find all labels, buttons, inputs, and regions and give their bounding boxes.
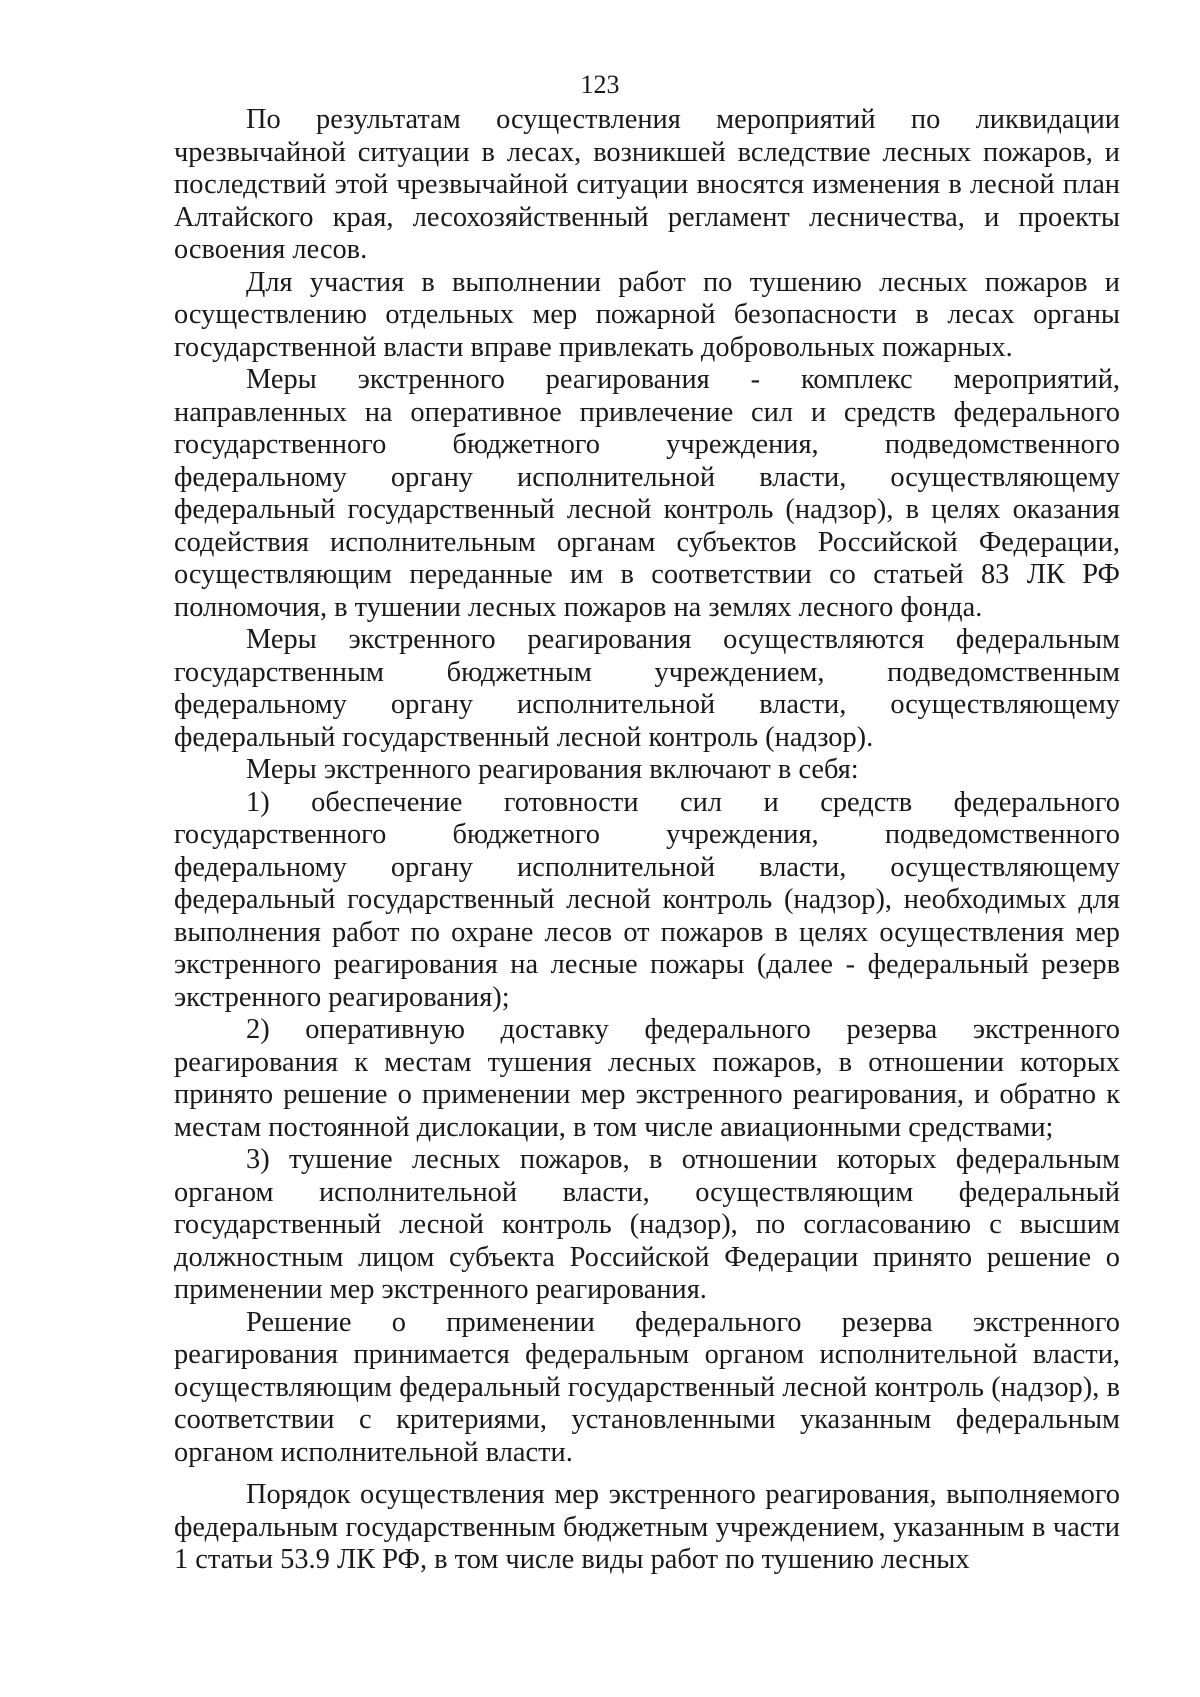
paragraph: По результатам осуществления мероприятий по ликвидации чрезвычайной ситуации в лесах, возникшей вследствие лесных пожаров, и последствий этой чрезвычайной ситуации вносятся изменения в лесной план Алтайского края, лесохозяйственный регламент лесничества, и проекты освоения лесов. [174, 104, 1120, 265]
paragraph: Решение о применении федерального резерва экстренного реагирования принимается федеральным органом исполнительной власти, осуществляющим федеральный государственный лесной контроль (надзор), в соответствии с критериями, установленными указанным федеральным органом исполнительной власти. [174, 1306, 1120, 1468]
document-body [174, 104, 1120, 1577]
list-item: 2) оперативную доставку федерального резерва экстренного реагирования к местам тушения лесных пожаров, в отношении которых принято решение о применении мер экстренного реагирования, и обратно к местам постоянной дислокации, в том числе авиационными средствами; [174, 1014, 1120, 1143]
paragraph: Для участия в выполнении работ по тушению лесных пожаров и осуществлению отдельных мер пожарной безопасности в лесах органы государственной власти вправе привлекать добровольных пожарных. [174, 266, 1120, 363]
paragraph: Меры экстренного реагирования включают в себя: [246, 754, 859, 785]
list-item: 1) обеспечение готовности сил и средств федерального государственного бюджетного учреждения, подведомственного федеральному органу исполнительной власти, осуществляющему федеральный государственный лесной контроль (надзор), необходимых для выполнения работ по охране лесов от пожаров в целях осуществления мер экстренного реагирования на лесные пожары (далее - федеральный резерв экстренного реагирования); [174, 786, 1120, 1013]
paragraph: Меры экстренного реагирования - комплекс мероприятий, направленных на оперативное привлечение сил и средств федерального государственного бюджетного учреждения, подведомственного федеральному органу исполнительной власти, осуществляющему федеральный государственный лесной контроль (надзор), в целях оказания содействия исполнительным органам субъектов Российской Федерации, осуществляющим переданные им в соответствии со статьей 83 ЛК РФ полномочия, в тушении лесных пожаров на землях лесного фонда. [174, 364, 1120, 623]
page-number: 123 [580, 70, 620, 99]
paragraph: Меры экстренного реагирования осуществляются федеральным государственным бюджетным учреждением, подведомственным федеральному органу исполнительной власти, осуществляющему федеральный государственный лесной контроль (надзор). [174, 624, 1120, 753]
list-item: 3) тушение лесных пожаров, в отношении которых федеральным органом исполнительной власти, осуществляющим федеральный государственный лесной контроль (надзор), по согласованию с высшим должностным лицом субъекта Российской Федерации принято решение о применении мер экстренного реагирования. [174, 1144, 1120, 1305]
paragraph: Порядок осуществления мер экстренного реагирования, выполняемого федеральным государственным бюджетным учреждением, указанным в части 1 статьи 53.9 ЛК РФ, в том числе виды работ по тушению лесных [174, 1479, 1120, 1575]
